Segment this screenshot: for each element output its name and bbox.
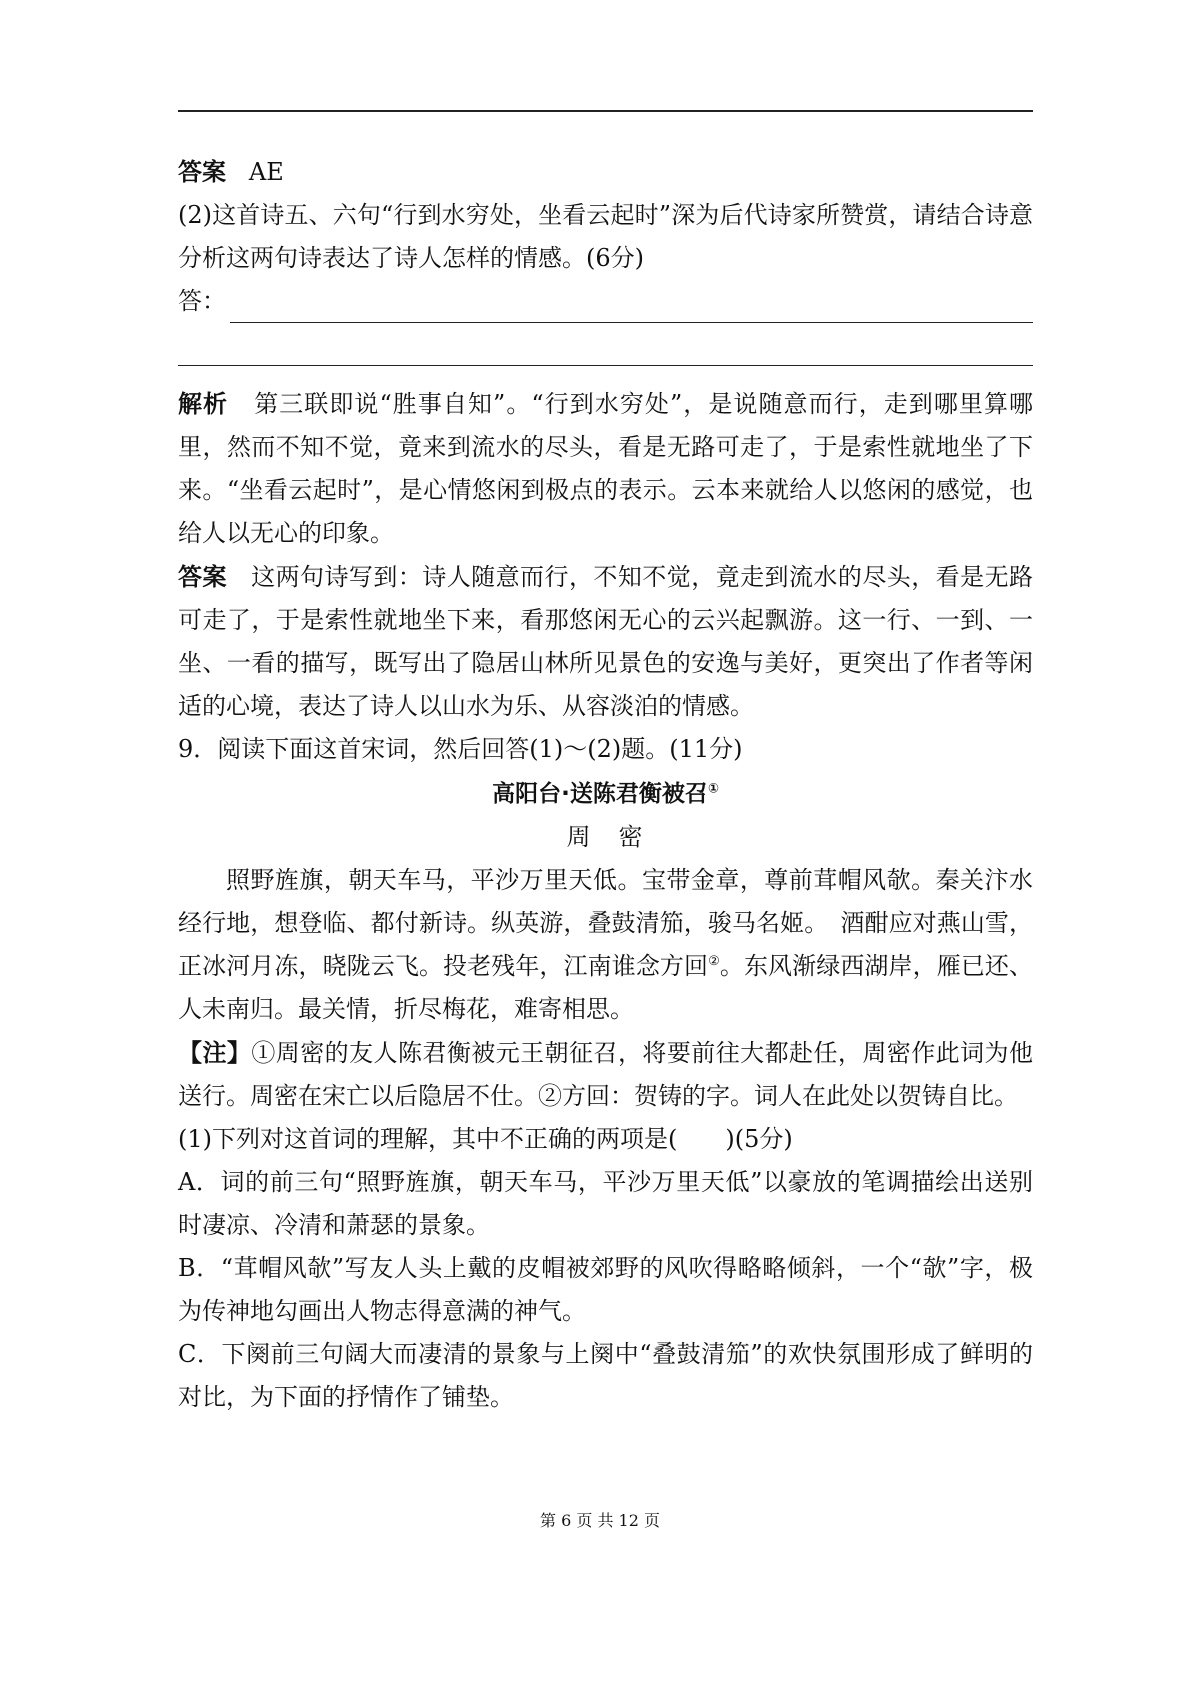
answer-blank-line-1[interactable] xyxy=(178,280,1033,323)
answer-prompt: 答： xyxy=(178,287,226,315)
poem-author: 周 密 xyxy=(566,823,645,851)
option-a: A．词的前三句“照野旌旗，朝天车马，平沙万里天低”以豪放的笔调描绘出送别时凄凉、冷清和萧瑟的景象。 xyxy=(178,1168,1033,1239)
analysis-label: 解析 xyxy=(178,389,229,418)
poem-body-text: 照野旌旗，朝天车马，平沙万里天低。宝带金章，尊前茸帽风欹。秦关汴水经行地，想登临、都付新诗。纵英游，叠鼓清笳，骏马名姬。 酒酣应对燕山雪，正冰河月冻，晓陇云飞。投老残年，江南谁念方回 xyxy=(178,866,1033,980)
page-content xyxy=(178,150,1033,1419)
answer-blank-fill[interactable] xyxy=(230,292,1033,323)
poem-body xyxy=(178,859,1033,1031)
poem-body-text-end: 。东风渐绿西湖岸，雁已还、人未南归。最关情，折尽梅花，难寄相思。 xyxy=(178,952,1034,1023)
question-9-prompt: 9．阅读下面这首宋词，然后回答(1)～(2)题。(11分) xyxy=(178,735,743,763)
final-answer-paragraph xyxy=(178,555,1033,728)
spacer xyxy=(178,366,1033,382)
option-b: B．“茸帽风欹”写友人头上戴的皮帽被郊野的风吹得略略倾斜，一个“欹”字，极为传神地勾画出人物志得意满的神气。 xyxy=(178,1254,1033,1325)
header-rule xyxy=(178,110,1033,112)
poem-title: 高阳台·送陈君衡被召 xyxy=(492,781,708,807)
poem-title-line xyxy=(178,773,1033,816)
answer-line xyxy=(178,150,1033,194)
note-text: ①周密的友人陈君衡被元王朝征召，将要前往大都赴任，周密作此词为他送行。周密在宋亡以后隐居不仕。②方回：贺铸的字。词人在此处以贺铸自比。 xyxy=(178,1039,1034,1110)
analysis-text: 第三联即说“胜事自知”。“行到水穷处”，是说随意而行，走到哪里算哪里，然而不知不觉，竟来到流水的尽头，看是无路可走了，于是索性就地坐了下来。“坐看云起时”，是心情悠闲到极点的表示。云本来就给人以悠闲的感觉，也给人以无心的印象。 xyxy=(178,390,1034,547)
answer-text: AE xyxy=(248,158,284,186)
note-label: 【注】 xyxy=(178,1038,252,1067)
final-answer-text: 这两句诗写到：诗人随意而行，不知不觉，竟走到流水的尽头，看是无路可走了，于是索性就地坐下来，看那悠闲无心的云兴起飘游。这一行、一到、一坐、一看的描写，既写出了隐居山林所见景色的安逸与美好，更突出了作者等闲适的心境，表达了诗人以山水为乐、从容淡泊的情感。 xyxy=(178,563,1034,720)
poem-body-note-mark: ② xyxy=(708,954,720,969)
question-8-2: (2)这首诗五、六句“行到水穷处，坐看云起时”深为后代诗家所赞赏，请结合诗意分析这两句诗表达了诗人怎样的情感。(6分) xyxy=(178,201,1033,272)
option-c: C．下阕前三句阔大而凄清的景象与上阕中“叠鼓清笳”的欢快氛围形成了鲜明的对比，为下面的抒情作了铺垫。 xyxy=(178,1340,1033,1411)
question-9-1: (1)下列对这首词的理解，其中不正确的两项是( )(5分) xyxy=(178,1125,793,1153)
answer-blank-line-2[interactable] xyxy=(178,335,1033,366)
page-footer: 第 6 页 共 12 页 xyxy=(540,1511,660,1530)
poem-notes xyxy=(178,1031,1033,1118)
answer-label: 答案 xyxy=(178,157,226,186)
poem-title-note-mark: ① xyxy=(707,781,719,797)
final-answer-label: 答案 xyxy=(178,562,227,591)
analysis-paragraph xyxy=(178,382,1033,555)
